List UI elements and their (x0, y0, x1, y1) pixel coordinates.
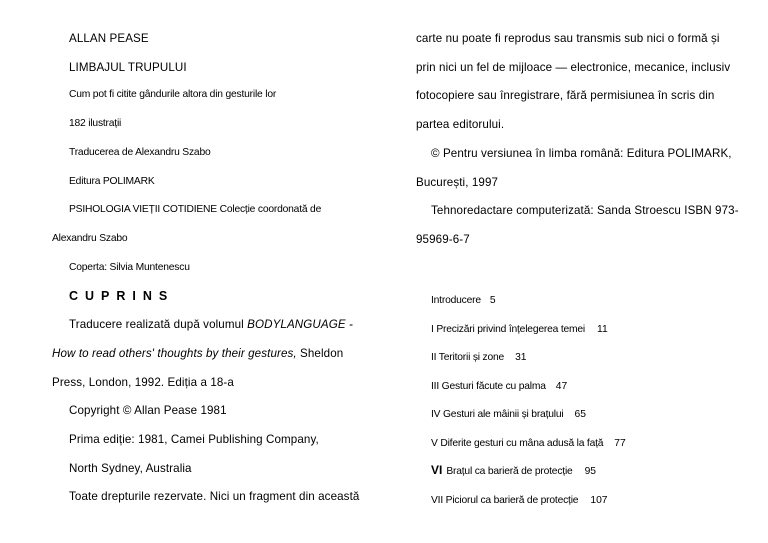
series-line-2: Alexandru Szabo (52, 233, 128, 244)
toc-entry-number: VI (431, 463, 443, 477)
original-title-line-3: Press, London, 1992. Ediția a 18-a (52, 376, 234, 389)
toc-entry-page: 107 (590, 495, 608, 506)
series-line-1: PSIHOLOGIA VIEȚII COTIDIENE Colecție coordonată de (69, 204, 322, 215)
typesetting-line-2: 95969-6-7 (416, 233, 470, 246)
toc-entry-label: V Diferite gesturi cu mâna adusă la față (431, 438, 604, 449)
toc-entry[interactable] (431, 377, 567, 393)
toc-entry-label: III Gesturi făcute cu palma (431, 381, 546, 392)
toc-entry-label: Brațul ca barieră de protecție (446, 466, 573, 477)
toc-entry[interactable] (431, 348, 527, 364)
toc-entry-label: I Precizări privind înțelegerea temei (431, 324, 585, 335)
toc-entry[interactable] (431, 491, 608, 507)
toc-entry[interactable] (431, 462, 596, 478)
cover-credit: Coperta: Silvia Muntenescu (69, 262, 190, 273)
contents-heading: CUPRINS (69, 289, 175, 303)
rights-line: Toate drepturile rezervate. Nici un fragment din această (69, 490, 360, 503)
original-publisher: Sheldon (296, 347, 344, 360)
translator-line: Traducerea de Alexandru Szabo (69, 147, 211, 158)
toc-entry-label: VII Piciorul ca barieră de protecție (431, 495, 579, 506)
illustrations-count: 182 ilustrații (69, 118, 122, 129)
original-subtitle: How to read others' thoughts by their gestures, (52, 347, 297, 360)
romanian-version-line-1: © Pentru versiunea în limba română: Editura POLIMARK, (431, 147, 732, 160)
original-title: BODYLANGUAGE - (247, 318, 353, 331)
toc-entry-page: 11 (597, 324, 608, 335)
location-line: North Sydney, Australia (69, 462, 192, 475)
toc-entry[interactable] (431, 320, 608, 336)
book-subtitle: Cum pot fi citite gândurile altora din gesturile lor (69, 89, 277, 100)
toc-entry-page: 65 (574, 409, 586, 420)
publisher-line: Editura POLIMARK (69, 176, 155, 187)
original-title-line-1 (69, 319, 353, 331)
rights-line-4: partea editorului. (416, 118, 505, 131)
rights-line-1: carte nu poate fi reprodus sau transmis sub nici o formă și (416, 32, 720, 45)
rights-line-3: fotocopiere sau înregistrare, fără permisiunea în scris din (416, 89, 715, 102)
toc-entry-label: II Teritorii și zone (431, 352, 505, 363)
book-title: LIMBAJUL TRUPULUI (69, 61, 187, 74)
toc-entry-page: 77 (614, 438, 626, 449)
toc-entry-page: 47 (555, 381, 568, 392)
toc-entry-page: 5 (489, 295, 496, 306)
toc-entry[interactable] (431, 291, 496, 307)
original-prefix: Traducere realizată după volumul (69, 318, 248, 331)
rights-line-2: prin nici un fel de mijloace — electronice, mecanice, inclusiv (416, 61, 731, 74)
original-title-line-2 (52, 348, 343, 360)
author-name: ALLAN PEASE (69, 32, 149, 45)
romanian-version-line-2: București, 1997 (416, 176, 499, 189)
toc-entry[interactable] (431, 434, 626, 450)
copyright-line: Copyright © Allan Pease 1981 (69, 404, 227, 417)
toc-entry[interactable] (431, 405, 586, 421)
toc-entry-label: Introducere (431, 295, 481, 306)
toc-entry-label: IV Gesturi ale mâinii și brațului (431, 409, 564, 420)
toc-entry-page: 31 (515, 352, 527, 363)
toc-entry-page: 95 (584, 466, 597, 477)
typesetting-line-1: Tehnoredactare computerizată: Sanda Stroescu ISBN 973- (431, 204, 739, 217)
first-edition-line: Prima ediție: 1981, Camei Publishing Company, (69, 433, 319, 446)
